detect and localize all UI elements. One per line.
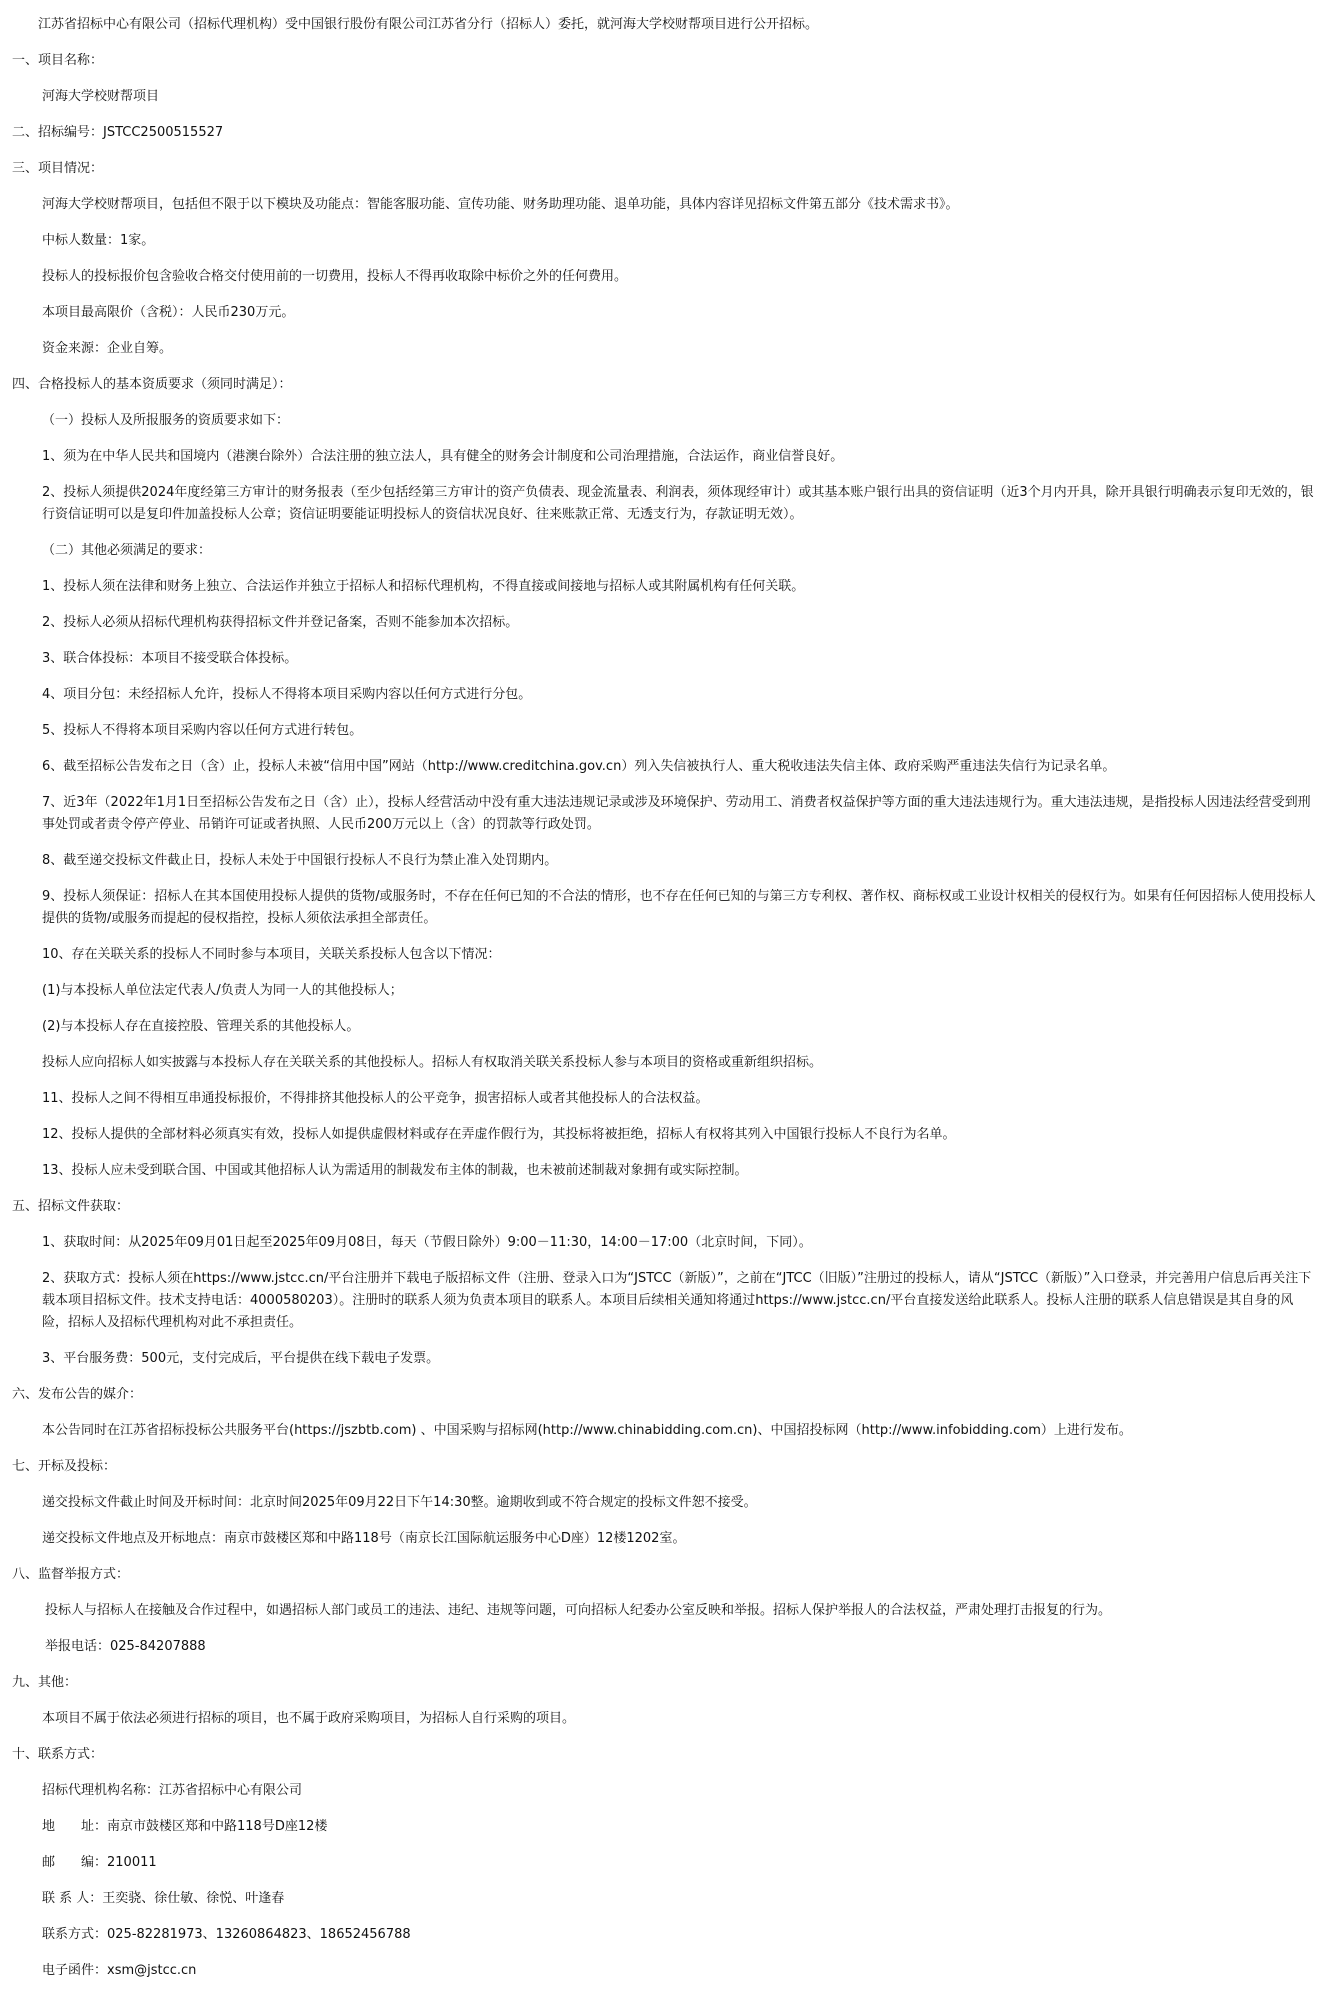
section-heading: 十、联系方式： — [12, 1747, 104, 1762]
section-heading: 三、项目情况： — [12, 161, 104, 176]
paragraph: 5、投标人不得将本项目采购内容以任何方式进行转包。 — [42, 723, 363, 738]
paragraph: 7、近3年（2022年1月1日至招标公告发布之日（含）止），投标人经营活动中没有重大违法违规记录或涉及环境保护、劳动用工、消费者权益保护等方面的重大违法违规行为。重大违法违规，是指投标人因违法经营受到刑事处罚或者责令停产停业、吊销许可证或者执照、人民币200万元以上（含）的罚款等行政处罚。 — [42, 795, 1311, 832]
paragraph: 2、投标人须提供2024年度经第三方审计的财务报表（至少包括经第三方审计的资产负债表、现金流量表、利润表，须体现经审计）或其基本账户银行出具的资信证明（近3个月内开具，除开具银行明确表示复印无效的，银行资信证明可以是复印件加盖投标人公章；资信证明要能证明投标人的资信状况良好、往来账款正常、无透支行为，存款证明无效）。 — [42, 485, 1314, 522]
paragraph: (1)与本投标人单位法定代表人/负责人为同一人的其他投标人； — [42, 983, 403, 998]
paragraph: 递交投标文件截止时间及开标时间：北京时间2025年09月22日下午14:30整。逾期收到或不符合规定的投标文件恕不接受。 — [42, 1495, 757, 1510]
paragraph: （一）投标人及所报服务的资质要求如下： — [42, 413, 290, 428]
paragraph: 投标人的投标报价包含验收合格交付使用前的一切费用，投标人不得再收取除中标价之外的任何费用。 — [42, 269, 628, 284]
paragraph: 河海大学校财帮项目，包括但不限于以下模块及功能点：智能客服功能、宣传功能、财务助理功能、退单功能，具体内容详见招标文件第五部分《技术需求书》。 — [42, 197, 959, 212]
paragraph: 3、平台服务费：500元，支付完成后，平台提供在线下载电子发票。 — [42, 1351, 440, 1366]
paragraph: 10、存在关联关系的投标人不同时参与本项目，关联关系投标人包含以下情况： — [42, 947, 501, 962]
paragraph: 2、获取方式：投标人须在https://www.jstcc.cn/平台注册并下载电子版招标文件（注册、登录入口为“JSTCC（新版）”，之前在“JTCC（旧版）”注册过的投标人，请从“JSTCC（新版）”入口登录，并完善用户信息后再关注下载本项目招标文件。技术支持电话：4000580203）。注册时的联系人须为负责本项目的联系人。本项目后续相关通知将通过https://www.jstcc.cn/平台直接发送给此联系人。投标人注册的联系人信息错误是其自身的风险，招标人及招标代理机构对此不承担责任。 — [42, 1271, 1312, 1330]
section-heading: 八、监督举报方式： — [12, 1567, 130, 1582]
paragraph: 3、联合体投标：本项目不接受联合体投标。 — [42, 651, 298, 666]
paragraph: 1、获取时间：从2025年09月01日起至2025年09月08日，每天（节假日除外）9:00－11:30，14:00－17:00（北京时间，下同）。 — [42, 1235, 812, 1250]
paragraph: 地 址：南京市鼓楼区郑和中路118号D座12楼 — [42, 1819, 328, 1834]
paragraph: 2、投标人必须从招标代理机构获得招标文件并登记备案，否则不能参加本次招标。 — [42, 615, 519, 630]
paragraph: （二）其他必须满足的要求： — [42, 543, 212, 558]
section-heading: 一、项目名称： — [12, 53, 104, 68]
section-heading: 二、招标编号：JSTCC2500515527 — [12, 125, 224, 140]
paragraph: 1、投标人须在法律和财务上独立、合法运作并独立于招标人和招标代理机构，不得直接或间接地与招标人或其附属机构有任何关联。 — [42, 579, 805, 594]
section-heading: 七、开标及投标： — [12, 1459, 117, 1474]
paragraph: 13、投标人应未受到联合国、中国或其他招标人认为需适用的制裁发布主体的制裁，也未被前述制裁对象拥有或实际控制。 — [42, 1163, 748, 1178]
paragraph: 中标人数量：1家。 — [42, 233, 155, 248]
paragraph: 12、投标人提供的全部材料必须真实有效，投标人如提供虚假材料或存在弄虚作假行为，其投标将被拒绝，招标人有权将其列入中国银行投标人不良行为名单。 — [42, 1127, 956, 1142]
section-heading: 六、发布公告的媒介： — [12, 1387, 143, 1402]
paragraph: 1、须为在中华人民共和国境内（港澳台除外）合法注册的独立法人，具有健全的财务会计制度和公司治理措施，合法运作，商业信誉良好。 — [42, 449, 844, 464]
paragraph: 9、投标人须保证：招标人在其本国使用投标人提供的货物/或服务时，不存在任何已知的不合法的情形，也不存在任何已知的与第三方专利权、著作权、商标权或工业设计权相关的侵权行为。如果有任何因招标人使用投标人提供的货物/或服务而提起的侵权指控，投标人须依法承担全部责任。 — [42, 889, 1316, 926]
paragraph: 举报电话：025-84207888 — [45, 1639, 206, 1654]
paragraph: 江苏省招标中心有限公司（招标代理机构）受中国银行股份有限公司江苏省分行（招标人）委托，就河海大学校财帮项目进行公开招标。 — [38, 17, 819, 32]
paragraph: 资金来源：企业自筹。 — [42, 341, 173, 356]
paragraph: 递交投标文件地点及开标地点：南京市鼓楼区郑和中路118号（南京长江国际航运服务中心D座）12楼1202室。 — [42, 1531, 686, 1546]
paragraph: 电子函件：xsm@jstcc.cn — [42, 1963, 197, 1978]
section-heading: 四、合格投标人的基本资质要求（须同时满足）： — [12, 377, 292, 392]
paragraph: 河海大学校财帮项目 — [42, 89, 160, 104]
paragraph: 11、投标人之间不得相互串通投标报价，不得排挤其他投标人的公平竞争，损害招标人或者其他投标人的合法权益。 — [42, 1091, 709, 1106]
paragraph: 本项目不属于依法必须进行招标的项目，也不属于政府采购项目，为招标人自行采购的项目。 — [42, 1711, 576, 1726]
paragraph: 8、截至递交投标文件截止日，投标人未处于中国银行投标人不良行为禁止准入处罚期内。 — [42, 853, 558, 868]
paragraph: 邮 编：210011 — [42, 1855, 157, 1870]
section-heading: 五、招标文件获取： — [12, 1199, 130, 1214]
paragraph: 投标人应向招标人如实披露与本投标人存在关联关系的其他投标人。招标人有权取消关联关系投标人参与本项目的资格或重新组织招标。 — [42, 1055, 823, 1070]
paragraph: 本项目最高限价（含税）：人民币230万元。 — [42, 305, 295, 320]
paragraph: 投标人与招标人在接触及合作过程中，如遇招标人部门或员工的违法、违纪、违规等问题，可向招标人纪委办公室反映和举报。招标人保护举报人的合法权益，严肃处理打击报复的行为。 — [45, 1603, 1112, 1618]
paragraph: 联 系 人：王奕骁、徐仕敏、徐悦、叶逢春 — [42, 1891, 285, 1906]
paragraph: (2)与本投标人存在直接控股、管理关系的其他投标人。 — [42, 1019, 360, 1034]
paragraph: 招标代理机构名称：江苏省招标中心有限公司 — [42, 1783, 303, 1798]
announcement-body — [12, 14, 1317, 1981]
paragraph: 本公告同时在江苏省招标投标公共服务平台(https://jszbtb.com) 、中国采购与招标网(http://www.chinabidding.com.cn)、中国招投标网（http://www.infobidding.com）上进行发布。 — [42, 1423, 1132, 1438]
section-heading: 九、其他： — [12, 1675, 78, 1690]
paragraph: 6、截至招标公告发布之日（含）止，投标人未被“信用中国”网站（http://www.creditchina.gov.cn）列入失信被执行人、重大税收违法失信主体、政府采购严重违法失信行为记录名单。 — [42, 759, 1116, 774]
paragraph: 联系方式：025-82281973、13260864823、18652456788 — [42, 1927, 411, 1942]
paragraph: 4、项目分包：未经招标人允许，投标人不得将本项目采购内容以任何方式进行分包。 — [42, 687, 532, 702]
